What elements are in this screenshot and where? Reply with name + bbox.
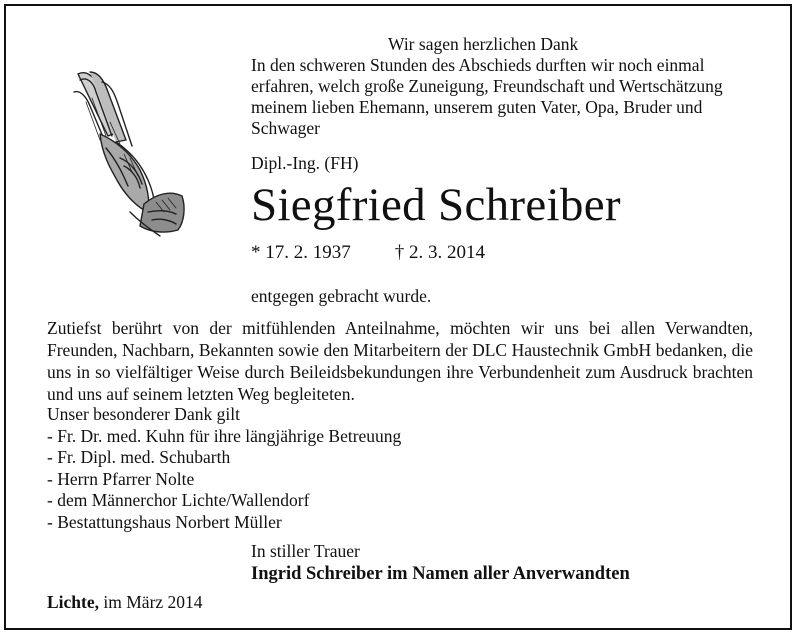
special-thanks bbox=[47, 404, 401, 534]
signer-line: Ingrid Schreiber im Namen aller Anverwandten bbox=[251, 564, 630, 584]
praying-hands-icon bbox=[60, 62, 195, 242]
life-dates bbox=[251, 243, 485, 263]
intro-text bbox=[251, 55, 781, 139]
academic-title: Dipl.-Ing. (FH) bbox=[251, 153, 359, 173]
received-line: entgegen gebracht wurde. bbox=[251, 286, 432, 306]
death-date: † 2. 3. 2014 bbox=[394, 242, 485, 263]
intro-line: meinem lieben Ehemann, unserem guten Vater, Opa, Bruder und bbox=[251, 97, 703, 117]
birth-date: * 17. 2. 1937 bbox=[251, 242, 351, 263]
gratitude-paragraph: Zutiefst berührt von der mitfühlenden Anteilnahme, möchten wir uns bei allen Verwandten, Freunden, Nachbarn, Bekannten sowie den Mitarbeitern der DLC Haustechnik GmbH bedanken, die uns in so vielfältiger Weise durch Beileidsbekundungen ihre Verbundenheit zum Ausdruck brachten und uns auf seinem letzten Weg begleiteten. bbox=[47, 318, 753, 404]
list-item: - Fr. Dipl. med. Schubarth bbox=[47, 447, 231, 468]
intro-line: Schwager bbox=[251, 118, 321, 138]
intro-line: erfahren, welch große Zuneigung, Freundschaft und Wertschätzung bbox=[251, 76, 723, 96]
thanks-heading: Wir sagen herzlichen Dank bbox=[388, 34, 579, 54]
mourning-line: In stiller Trauer bbox=[251, 541, 360, 561]
place: Lichte, bbox=[47, 592, 100, 612]
date: im März 2014 bbox=[103, 592, 203, 612]
list-item: - dem Männerchor Lichte/Wallendorf bbox=[47, 490, 310, 511]
intro-line: In den schweren Stunden des Abschieds durften wir noch einmal bbox=[251, 55, 705, 75]
deceased-name: Siegfried Schreiber bbox=[251, 179, 621, 231]
place-date bbox=[47, 592, 203, 612]
list-item: - Fr. Dr. med. Kuhn für ihre längjährige Betreuung bbox=[47, 425, 402, 446]
special-thanks-heading: Unser besonderer Dank gilt bbox=[47, 404, 240, 424]
list-item: - Bestattungshaus Norbert Müller bbox=[47, 511, 282, 532]
list-item: - Herrn Pfarrer Nolte bbox=[47, 468, 195, 489]
